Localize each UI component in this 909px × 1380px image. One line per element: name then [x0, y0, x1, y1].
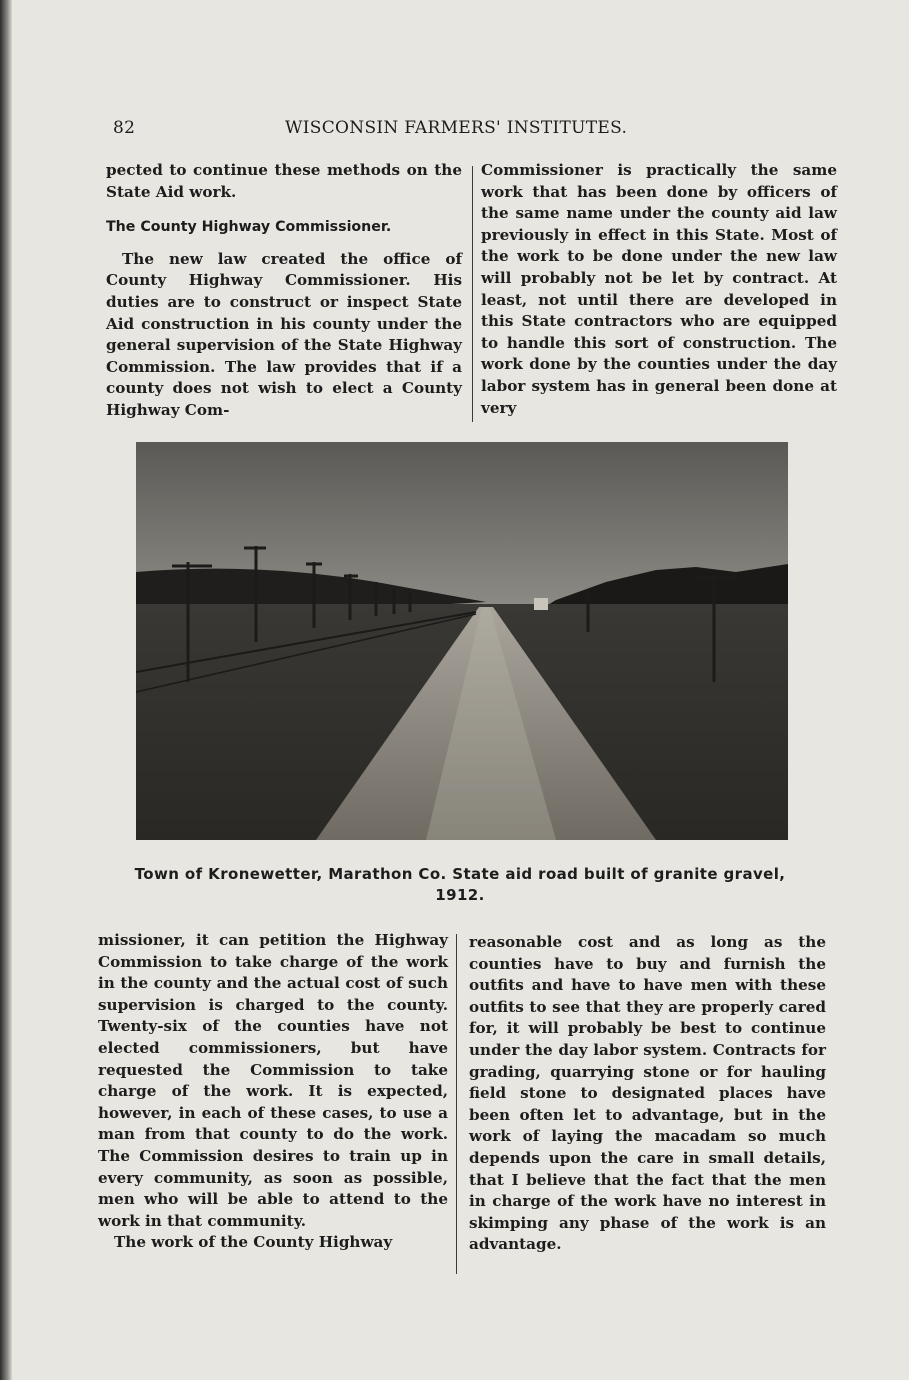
text-column-top-left: [106, 160, 462, 422]
text-column-bottom-left: [98, 930, 448, 1254]
page-binding-edge: [0, 0, 12, 1380]
paragraph: reasonable cost and as long as the counties have to buy and furnish the outfits and have to have men with these outfits to see that they are properly cared for, it will probably be best to continue under the day labor system. Contracts for grading, quarrying stone or for hauling field stone to designated places have been often let to advantage, but in the work of laying the macadam so much depends upon the care in small details, that I believe that the fact that the men in charge of the work have no interest in skimping any phase of the work is an advantage.: [469, 933, 826, 1254]
paragraph: The work of the County Highway: [114, 1233, 393, 1252]
text-column-top-right: [481, 160, 837, 419]
road-photograph: [136, 442, 788, 840]
paragraph: Commissioner is practically the same work that has been done by officers of the same name under the county aid law previously in effect in this State. Most of the work to be done under the new law will probably not be let by contract. At least, not until there are developed in this State contractors who are equipped to handle this sort of construction. The work done by the counties under the day labor system has in general been done at very: [481, 161, 837, 417]
page-number: 82: [113, 118, 136, 138]
photo-caption: Town of Kronewetter, Marathon Co. State aid road built of granite gravel, 1912.: [134, 865, 786, 904]
page-header: [113, 118, 673, 142]
running-head: WISCONSIN FARMERS' INSTITUTES.: [285, 118, 628, 138]
paragraph: The new law created the office of County Highway Commissioner. His duties are to construct or inspect State Aid construction in his county under the general supervision of the State Highway Commission. The law provides that if a county does not wish to elect a County Highway Com-: [106, 249, 462, 419]
paragraph: pected to continue these methods on the State Aid work.: [106, 161, 462, 201]
road-photograph-illustration: [136, 442, 788, 840]
column-divider: [456, 934, 457, 1274]
column-divider: [472, 166, 473, 422]
text-column-bottom-right: [469, 932, 826, 1256]
section-heading: The County Highway Commissioner.: [106, 219, 392, 236]
paragraph: missioner, it can petition the Highway Commission to take charge of the work in the county and the actual cost of such supervision is charged to the county. Twenty-six of the counties have not elected commissioners, but have requested the Commission to take charge of the work. It is expected, however, in each of these cases, to use a man from that county to do the work. The Commission desires to train up in every community, as soon as possible, men who will be able to attend to the work in that community.: [98, 931, 448, 1230]
